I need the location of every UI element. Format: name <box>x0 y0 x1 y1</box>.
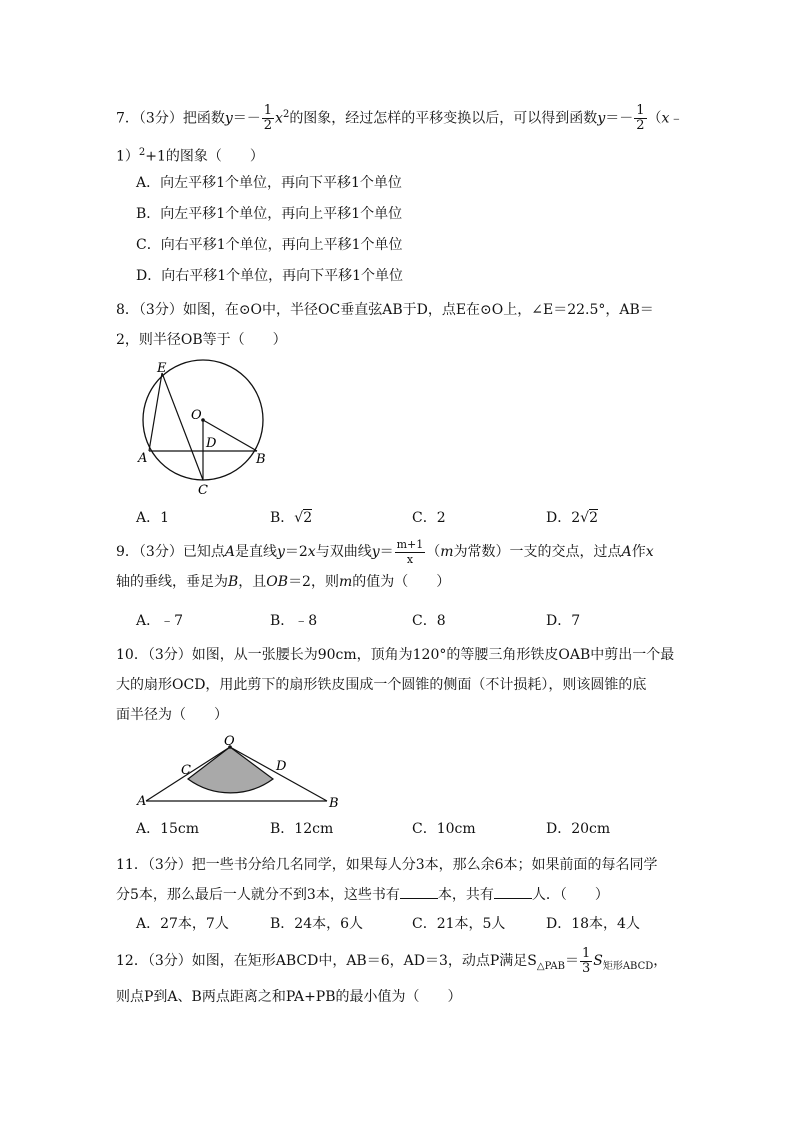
q9-stem-line-2: 轴的垂线，垂足为B，且OB＝2，则m的值为（ ） <box>116 574 451 590</box>
label-d: D <box>206 436 217 451</box>
label-a: A <box>137 794 147 809</box>
q11-stem-line-2: 分5本，那么最后一人就分不到3本，这些书有 本，共有 人．（ ） <box>116 880 686 910</box>
q9-option-b[interactable]: B．﹣8 <box>270 613 318 629</box>
fraction-one-half: $\frac{1}{2}$ <box>263 103 273 134</box>
q7-stem-line-1: 7．（3分）把函数y＝－ $\frac{1}{2}$ $x^2$的图象，经过怎样的平移变换以后，可以得到函数y＝－ $\frac{1}{2}$ （x﹣ <box>116 103 684 134</box>
label-c: C <box>198 483 208 498</box>
q9-option-c[interactable]: C．8 <box>412 613 446 629</box>
q8-option-a[interactable]: A．1 <box>136 510 170 526</box>
label-b: B <box>256 452 266 467</box>
q11-stem-line-1: 11．（3分）把一些书分给几名同学，如果每人分3本，那么余6本；如果前面的每名同学 <box>116 857 658 873</box>
q8-options <box>116 508 686 528</box>
question-11 <box>116 850 686 910</box>
q7-option-a[interactable]: A．向左平移1个单位，再向下平移1个单位 <box>136 175 402 191</box>
question-12 <box>116 946 686 1012</box>
q11-option-a[interactable]: A．27本，7人 <box>136 916 229 932</box>
q9-options <box>116 611 686 631</box>
circle-figure <box>130 358 280 503</box>
segment-ea <box>149 373 162 451</box>
q7-option-d[interactable]: D．向右平移1个单位，再向下平移1个单位 <box>136 268 404 284</box>
label-a: A <box>138 451 148 466</box>
q9-stem-line-1: 9．（3分）已知点A是直线y＝2x与双曲线y＝ $\frac{m+1}{x}$ （m为常数）一支的交点，过点A作x <box>116 537 654 566</box>
answer-blank[interactable] <box>400 884 438 899</box>
label-c: C <box>181 763 191 778</box>
fraction-m-plus-1-over-x: $\frac{m+1}{x}$ <box>396 537 424 566</box>
q11-option-c[interactable]: C．21本，5人 <box>412 916 506 932</box>
q8-stem-line-2: 2，则半径OB等于（ ） <box>116 332 287 348</box>
label-d: D <box>276 759 287 774</box>
q9-option-a[interactable]: A．﹣7 <box>136 613 184 629</box>
q10-stem-line-1: 10．（3分）如图，从一张腰长为90cm，顶角为120°的等腰三角形铁皮OAB中剪出一个最 <box>116 647 675 663</box>
label-o: O <box>224 734 235 749</box>
label-b: B <box>329 796 339 811</box>
label-o: O <box>191 408 202 423</box>
q8-option-d[interactable]: D．2√2 <box>546 510 598 526</box>
q11-option-d[interactable]: D．18本，4人 <box>546 916 640 932</box>
triangle-sector-figure <box>130 734 345 812</box>
q10-option-a[interactable]: A．15cm <box>136 821 200 837</box>
q11-option-b[interactable]: B．24本，6人 <box>270 916 364 932</box>
question-8 <box>116 295 686 355</box>
question-10 <box>116 640 686 730</box>
q7-stem-line-2: 1）$^2$+1的图象（ ） <box>116 147 264 165</box>
q7-option-b[interactable]: B．向左平移1个单位，再向上平移1个单位 <box>136 206 403 222</box>
center-point <box>201 418 205 422</box>
q8-stem-line-1: 8．（3分）如图，在⊙O中，半径OC垂直弦AB于D，点E在⊙O上，∠E＝22.5°，AB＝ <box>116 302 654 318</box>
q10-stem-line-3: 面半径为（ ） <box>116 707 228 723</box>
q9-option-d[interactable]: D．7 <box>546 613 581 629</box>
sqrt-icon: √ <box>294 510 304 526</box>
question-9 <box>116 537 686 597</box>
question-7 <box>116 100 686 291</box>
q10-option-b[interactable]: B．12cm <box>270 821 334 837</box>
sqrt-icon: √ <box>580 510 590 526</box>
q7-option-c[interactable]: C．向右平移1个单位，再向上平移1个单位 <box>136 237 403 253</box>
label-e: E <box>157 361 167 376</box>
fraction-one-half: $\frac{1}{2}$ <box>636 103 645 134</box>
sector-ocd <box>188 747 273 793</box>
q8-option-c[interactable]: C．2 <box>412 510 446 526</box>
answer-blank[interactable] <box>494 884 532 899</box>
q11-options <box>116 914 686 934</box>
q12-stem-line-2: 则点P到A、B两点距离之和PA+PB的最小值为（ ） <box>116 989 462 1005</box>
q12-stem-line-1: 12．（3分）如图，在矩形ABCD中，AB＝6，AD＝3，动点P满足$S_{\triangle PAB}=$ $\frac{1}{3}$ $S_{矩形ABCD}$， <box>116 945 668 976</box>
segment-ec <box>162 373 203 480</box>
q10-option-d[interactable]: D．20cm <box>546 821 611 837</box>
q8-option-b[interactable]: B．√2 <box>270 510 313 526</box>
q10-option-c[interactable]: C．10cm <box>412 821 476 837</box>
fraction-one-third: $\frac{1}{3}$ <box>581 945 591 976</box>
q10-stem-line-2: 大的扇形OCD，用此剪下的扇形铁皮围成一个圆锥的侧面（不计损耗），则该圆锥的底 <box>116 677 647 693</box>
q10-options <box>116 819 686 839</box>
